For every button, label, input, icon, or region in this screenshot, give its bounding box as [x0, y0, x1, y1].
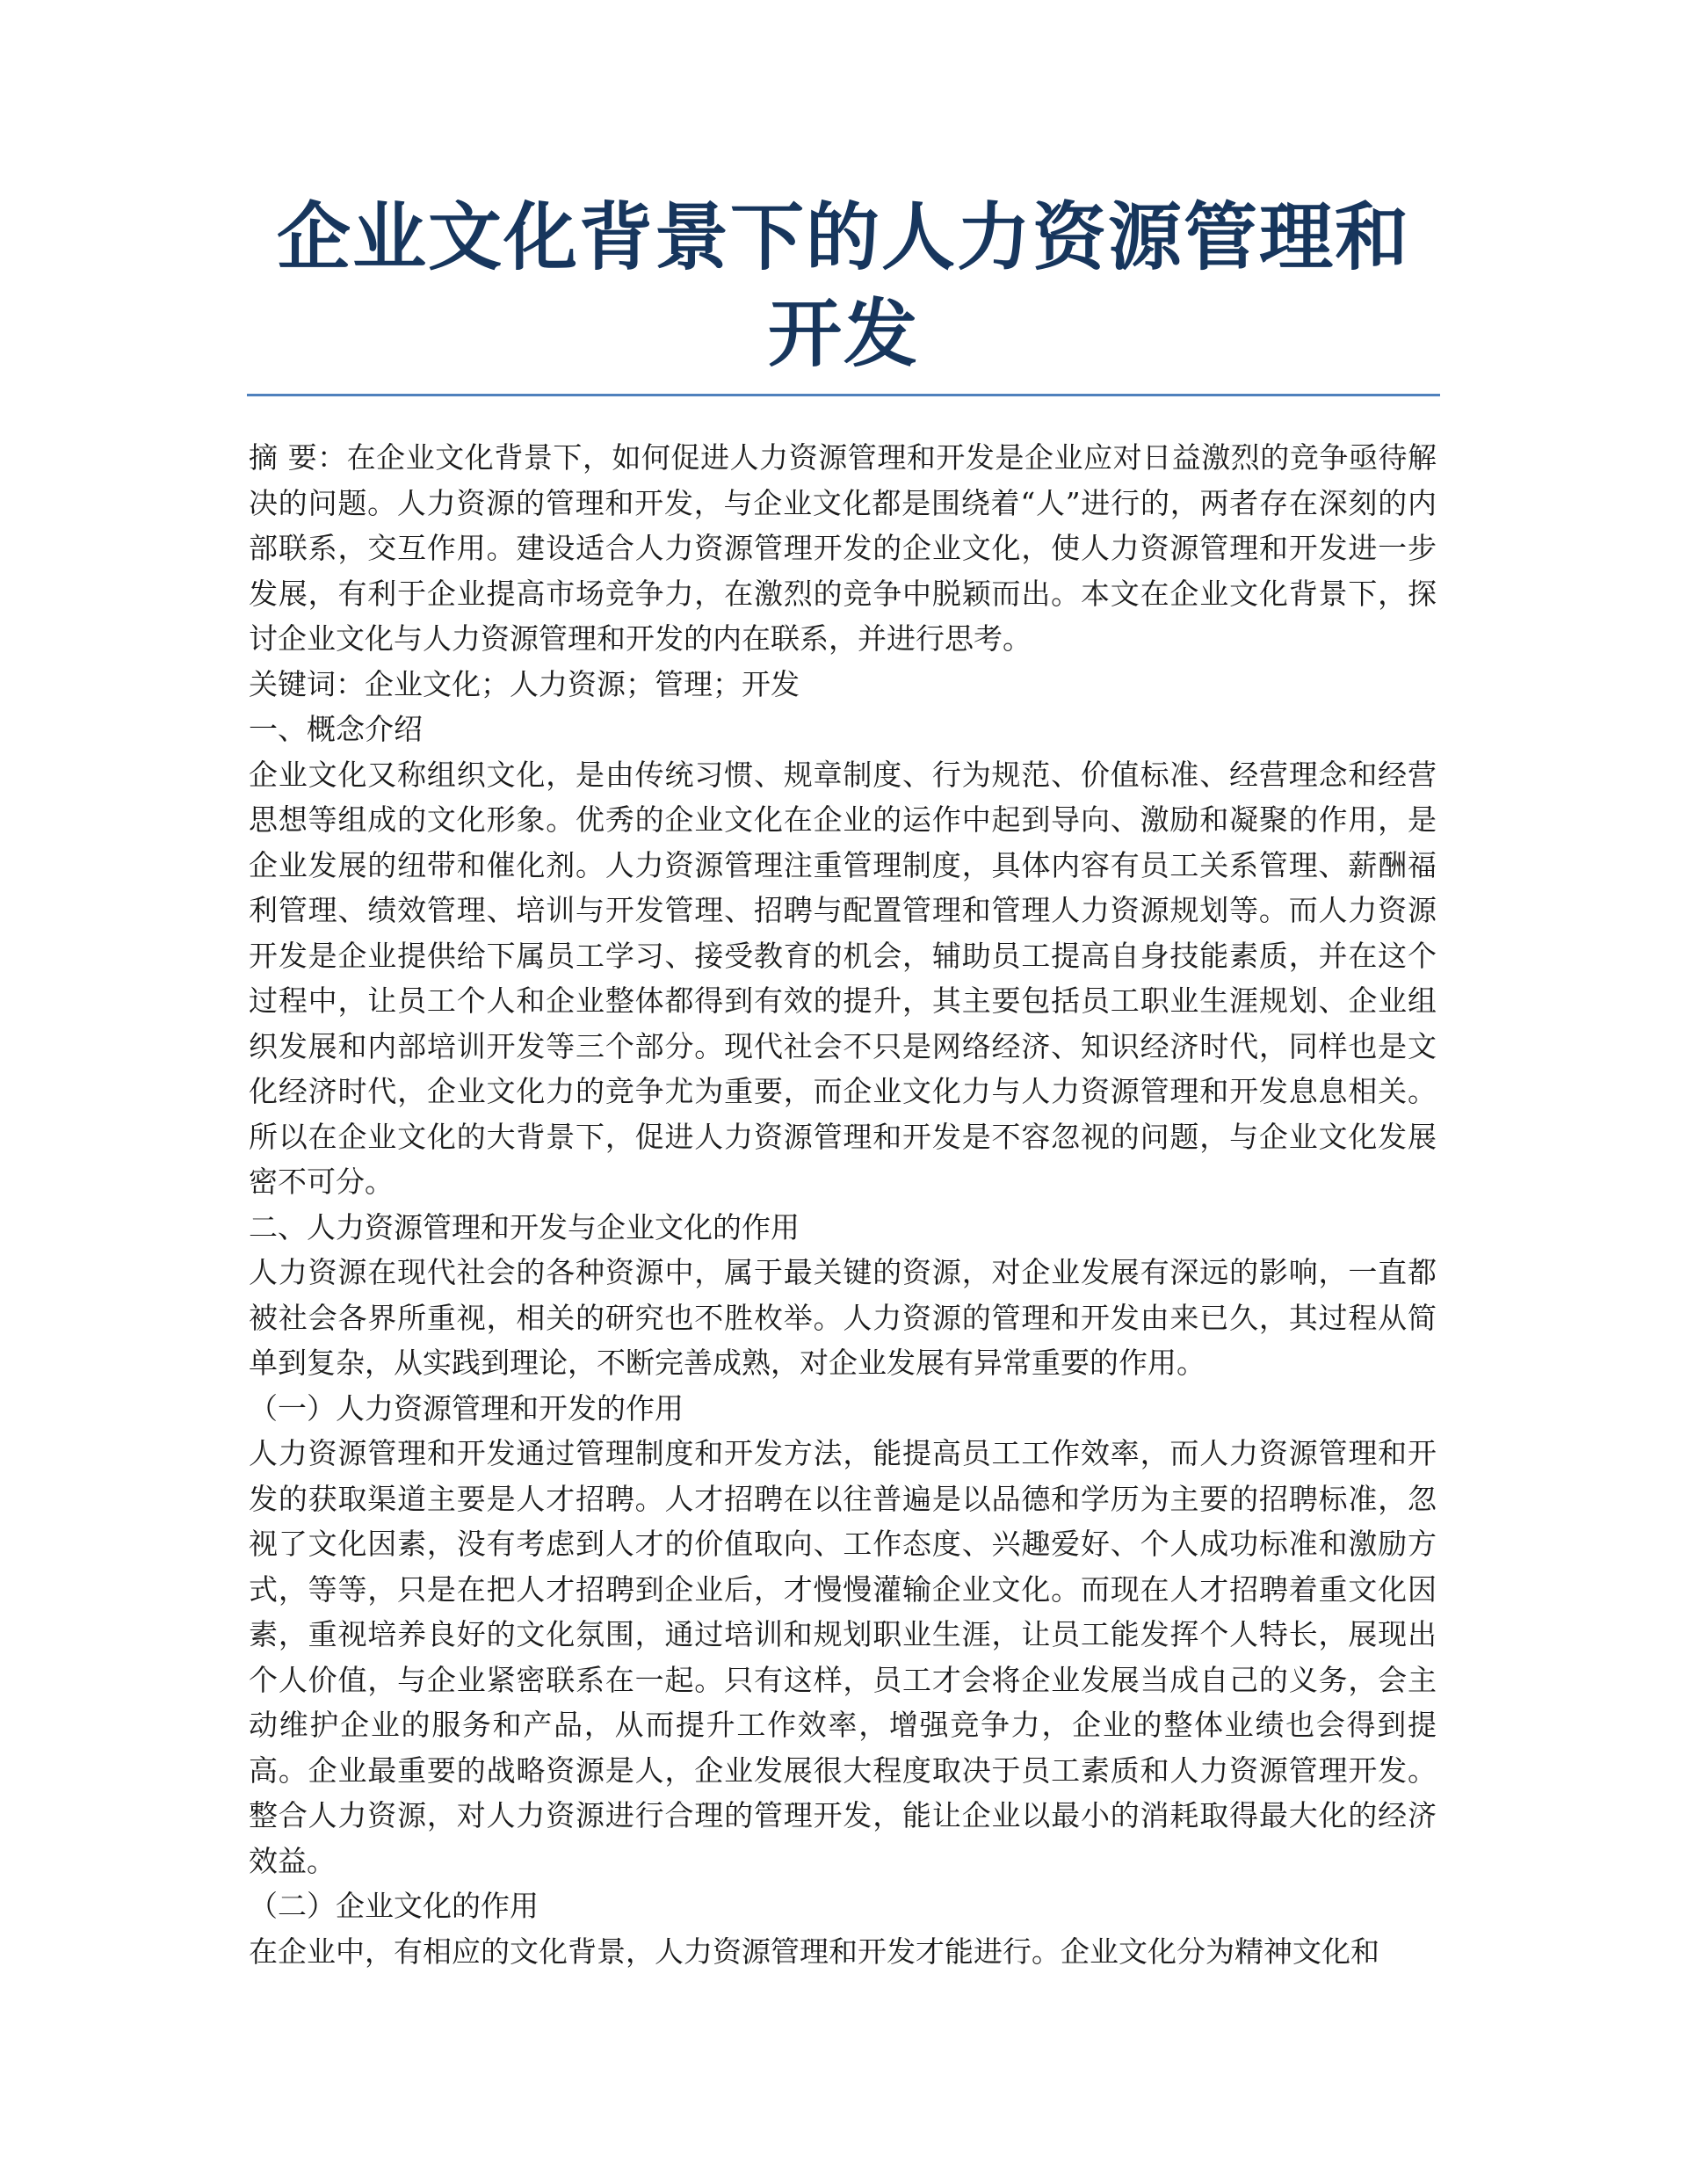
document-body [249, 435, 1437, 1974]
keywords-line: 关键词：企业文化；人力资源；管理；开发 [249, 666, 800, 701]
section-2-paragraph: 人力资源在现代社会的各种资源中，属于最关键的资源，对企业发展有深远的影响，一直都被社会各界所重视，相关的研究也不胜枚举。人力资源的管理和开发由来已久，其过程从简单到复杂，从实践到理论，不断完善成熟，对企业发展有异常重要的作用。 [249, 1255, 1437, 1380]
subsection-1-paragraph: 人力资源管理和开发通过管理制度和开发方法，能提高员工工作效率，而人力资源管理和开发的获取渠道主要是人才招聘。人才招聘在以往普遍是以品德和学历为主要的招聘标准，忽视了文化因素，没有考虑到人才的价值取向、工作态度、兴趣爱好、个人成功标准和激励方式，等等，只是在把人才招聘到企业后，才慢慢灌输企业文化。而现在人才招聘着重文化因素，重视培养良好的文化氛围，通过培训和规划职业生涯，让员工能发挥个人特长，展现出个人价值，与企业紧密联系在一起。只有这样，员工才会将企业发展当成自己的义务，会主动维护企业的服务和产品，从而提升工作效率，增强竞争力，企业的整体业绩也会得到提高。企业最重要的战略资源是人，企业发展很大程度取决于员工素质和人力资源管理开发。整合人力资源，对人力资源进行合理的管理开发，能让企业以最小的消耗取得最大化的经济效益。 [249, 1436, 1437, 1878]
subsection-heading-1: （一）人力资源管理和开发的作用 [249, 1390, 684, 1426]
abstract-paragraph: 摘 要：在企业文化背景下，如何促进人力资源管理和开发是企业应对日益激烈的竞争亟待解决的问题。人力资源的管理和开发，与企业文化都是围绕着“人”进行的，两者存在深刻的内部联系，交互作用。建设适合人力资源管理开发的企业文化，使人力资源管理和开发进一步发展，有利于企业提高市场竞争力，在激烈的竞争中脱颖而出。本文在企业文化背景下，探讨企业文化与人力资源管理和开发的内在联系，并进行思考。 [249, 440, 1437, 656]
document-title: 企业文化背景下的人力资源管理和开发 [276, 193, 1410, 377]
section-1-paragraph: 企业文化又称组织文化，是由传统习惯、规章制度、行为规范、价值标准、经营理念和经营思想等组成的文化形象。优秀的企业文化在企业的运作中起到导向、激励和凝聚的作用，是企业发展的纽带和催化剂。人力资源管理注重管理制度，具体内容有员工关系管理、薪酬福利管理、绩效管理、培训与开发管理、招聘与配置管理和管理人力资源规划等。而人力资源开发是企业提供给下属员工学习、接受教育的机会，辅助员工提高自身技能素质，并在这个过程中，让员工个人和企业整体都得到有效的提升，其主要包括员工职业生涯规划、企业组织发展和内部培训开发等三个部分。现代社会不只是网络经济、知识经济时代，同样也是文化经济时代，企业文化力的竞争尤为重要，而企业文化力与人力资源管理和开发息息相关。所以在企业文化的大背景下，促进人力资源管理和开发是不容忽视的问题，与企业文化发展密不可分。 [249, 757, 1437, 1199]
subsection-2-paragraph: 在企业中，有相应的文化背景，人力资源管理和开发才能进行。企业文化分为精神文化和 [249, 1934, 1379, 1969]
section-heading-1: 一、概念介绍 [249, 712, 423, 746]
title-divider [247, 394, 1440, 396]
section-heading-2: 二、人力资源管理和开发与企业文化的作用 [249, 1209, 800, 1244]
subsection-heading-2: （二）企业文化的作用 [249, 1889, 539, 1923]
